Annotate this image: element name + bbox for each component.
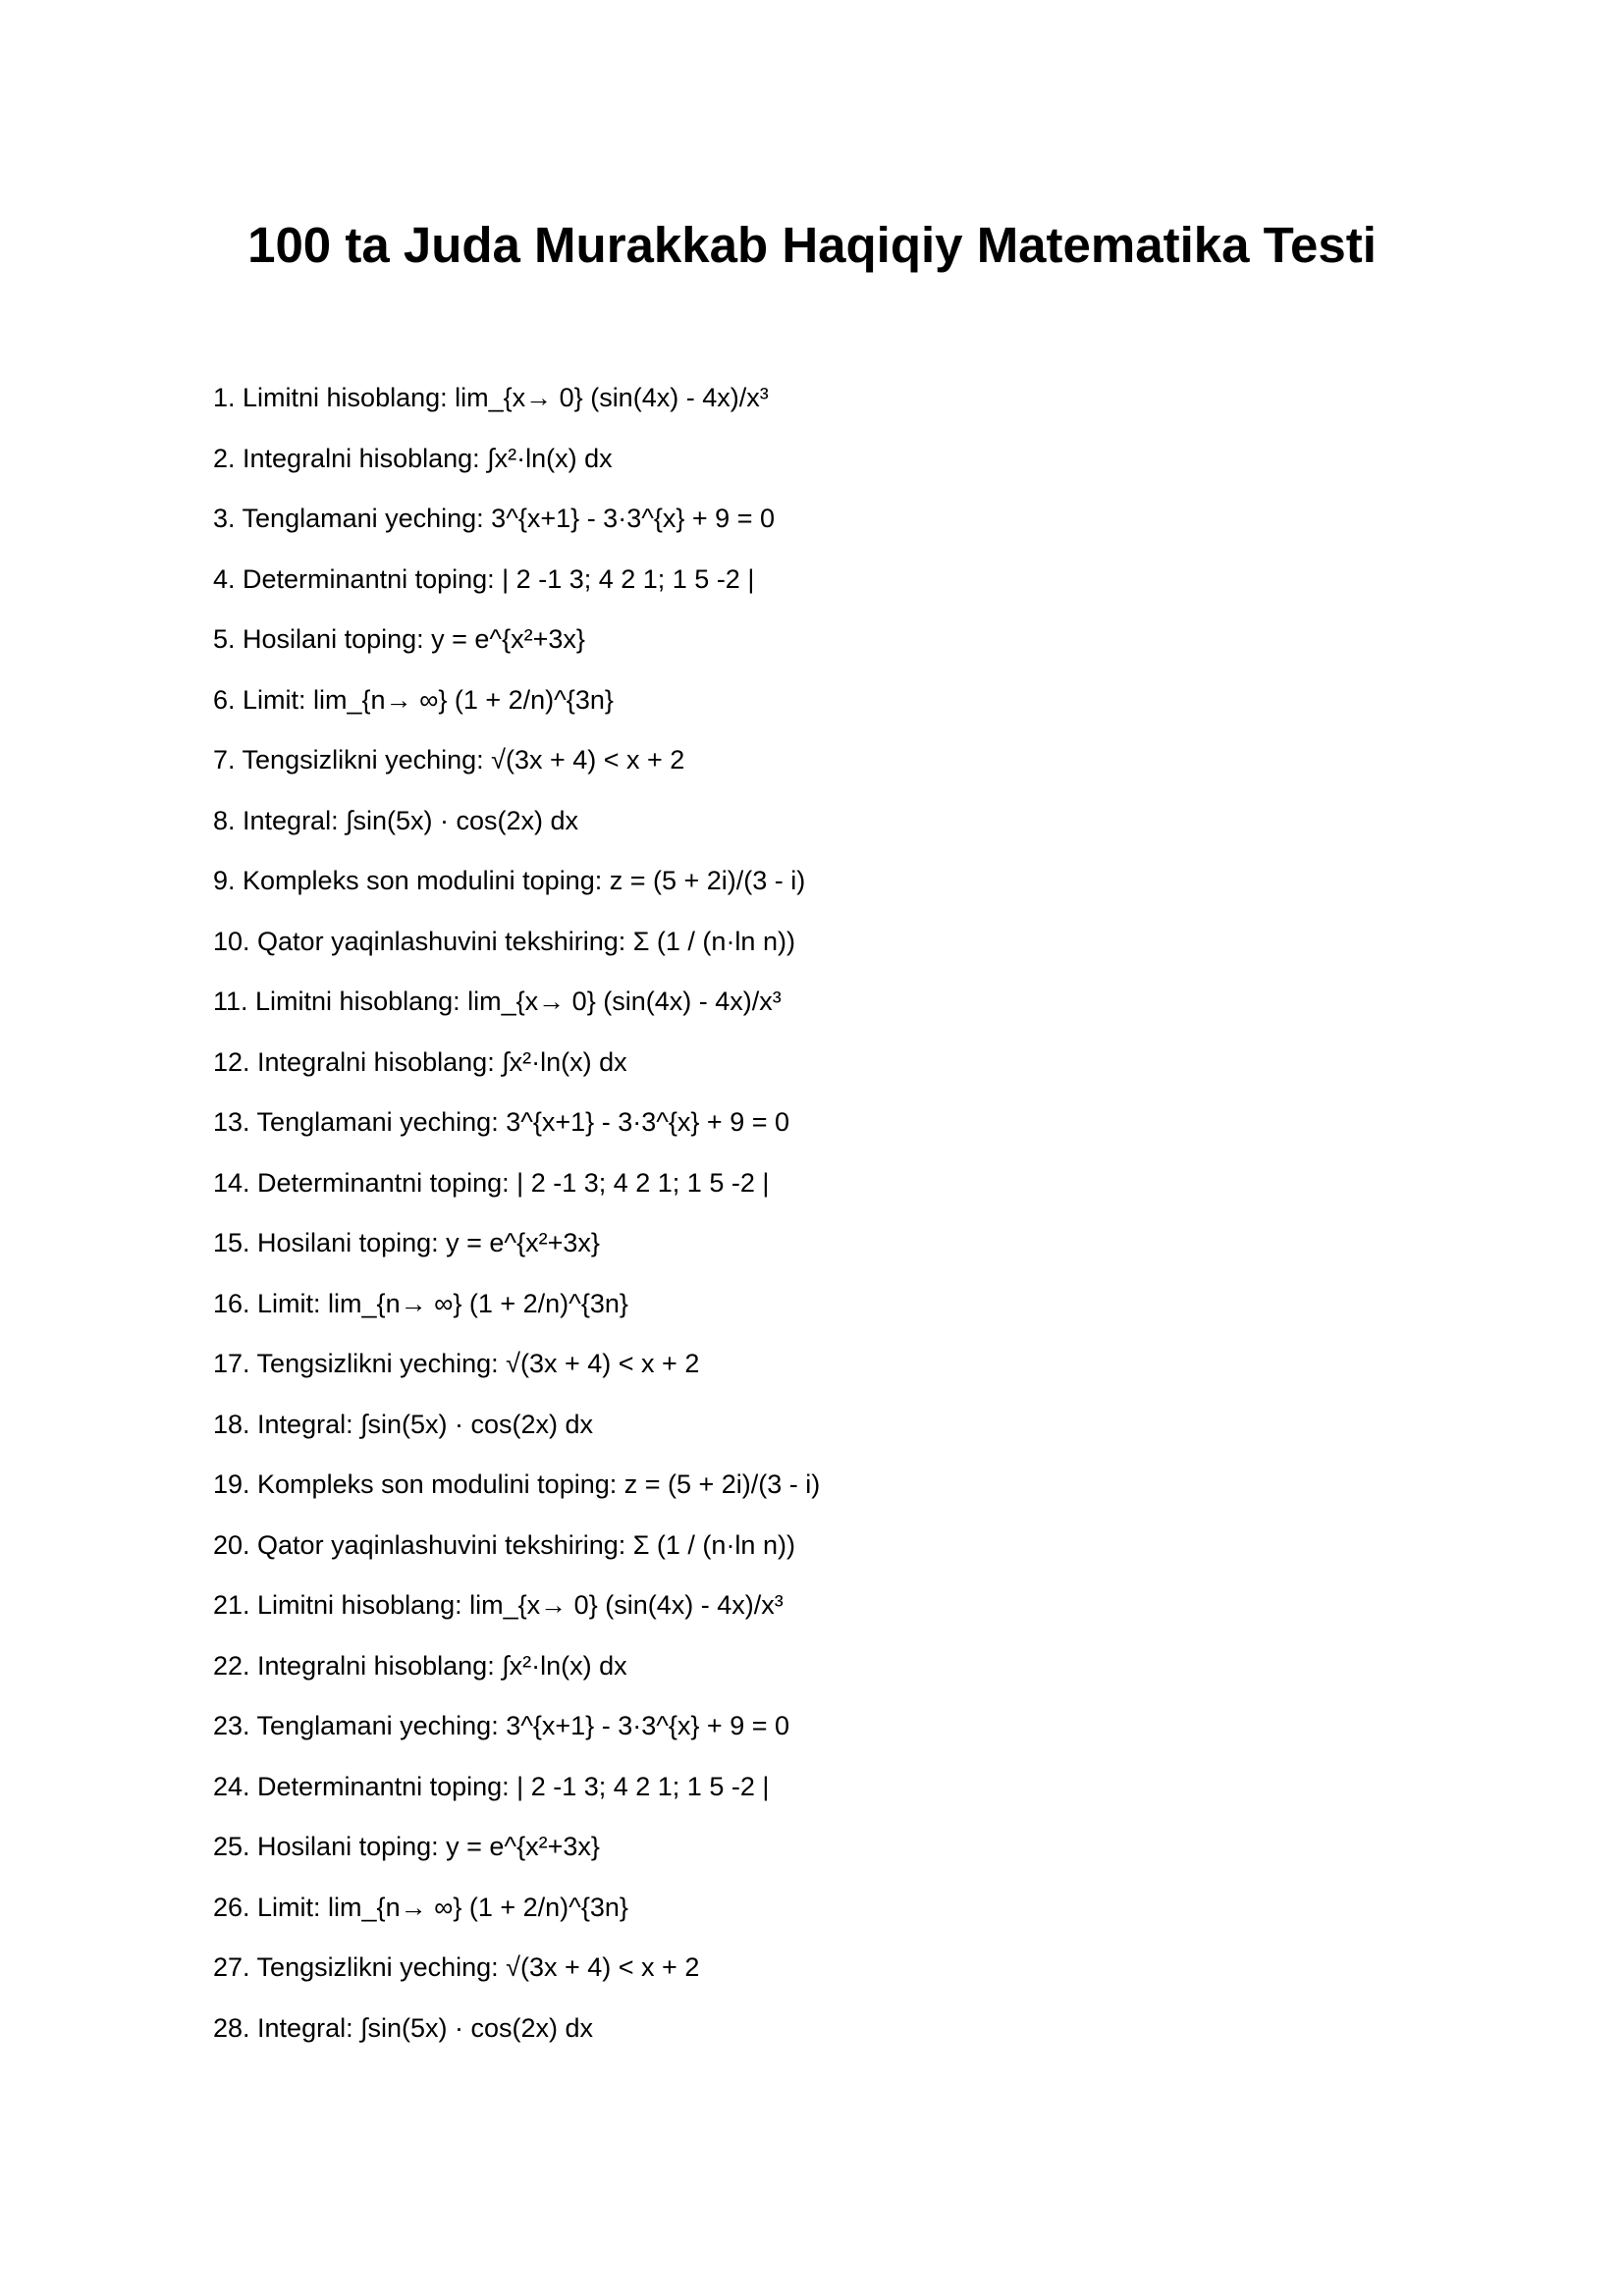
- question-item: 11. Limitni hisoblang: lim_{x→ 0} (sin(4x) - 4x)/x³: [213, 987, 782, 1016]
- question-item: 15. Hosilani toping: y = e^{x²+3x}: [213, 1228, 600, 1257]
- document-title: 100 ta Juda Murakkab Haqiqiy Matematika Testi: [247, 217, 1377, 273]
- question-item: 9. Kompleks son modulini toping: z = (5 + 2i)/(3 - i): [213, 866, 806, 895]
- question-item: 3. Tenglamani yeching: 3^{x+1} - 3·3^{x} + 9 = 0: [213, 504, 775, 533]
- question-item: 19. Kompleks son modulini toping: z = (5 + 2i)/(3 - i): [213, 1469, 821, 1499]
- question-item: 20. Qator yaqinlashuvini tekshiring: Σ (1 / (n·ln n)): [213, 1529, 795, 1560]
- question-item: 27. Tengsizlikni yeching: √(3x + 4) < x + 2: [213, 1952, 700, 1982]
- question-list: [213, 380, 820, 2070]
- question-item: 8. Integral: ∫sin(5x) · cos(2x) dx: [213, 805, 579, 835]
- question-item: 24. Determinantni toping: | 2 -1 3; 4 2 1; 1 5 -2 |: [213, 1771, 770, 1801]
- question-item: 5. Hosilani toping: y = e^{x²+3x}: [213, 624, 585, 654]
- question-item: 12. Integralni hisoblang: ∫x²·ln(x) dx: [213, 1046, 627, 1077]
- question-item: 28. Integral: ∫sin(5x) · cos(2x) dx: [213, 2012, 594, 2043]
- question-item: 26. Limit: lim_{n→ ∞} (1 + 2/n)^{3n}: [213, 1892, 628, 1922]
- question-item: 16. Limit: lim_{n→ ∞} (1 + 2/n)^{3n}: [213, 1288, 628, 1318]
- question-item: 13. Tenglamani yeching: 3^{x+1} - 3·3^{x} + 9 = 0: [213, 1107, 789, 1137]
- question-item: 1. Limitni hisoblang: lim_{x→ 0} (sin(4x) - 4x)/x³: [213, 383, 769, 412]
- question-item: 23. Tenglamani yeching: 3^{x+1} - 3·3^{x} + 9 = 0: [213, 1711, 789, 1740]
- question-item: 7. Tengsizlikni yeching: √(3x + 4) < x + 2: [213, 745, 685, 774]
- question-item: 10. Qator yaqinlashuvini tekshiring: Σ (1 / (n·ln n)): [213, 926, 795, 956]
- question-item: 6. Limit: lim_{n→ ∞} (1 + 2/n)^{3n}: [213, 684, 614, 715]
- question-item: 17. Tengsizlikni yeching: √(3x + 4) < x + 2: [213, 1349, 700, 1378]
- question-item: 22. Integralni hisoblang: ∫x²·ln(x) dx: [213, 1650, 627, 1681]
- question-item: 25. Hosilani toping: y = e^{x²+3x}: [213, 1832, 600, 1861]
- question-item: 18. Integral: ∫sin(5x) · cos(2x) dx: [213, 1409, 594, 1439]
- question-item: 2. Integralni hisoblang: ∫x²·ln(x) dx: [213, 443, 613, 473]
- question-item: 4. Determinantni toping: | 2 -1 3; 4 2 1; 1 5 -2 |: [213, 563, 755, 594]
- question-item: 21. Limitni hisoblang: lim_{x→ 0} (sin(4x) - 4x)/x³: [213, 1590, 784, 1620]
- question-item: 14. Determinantni toping: | 2 -1 3; 4 2 1; 1 5 -2 |: [213, 1167, 770, 1198]
